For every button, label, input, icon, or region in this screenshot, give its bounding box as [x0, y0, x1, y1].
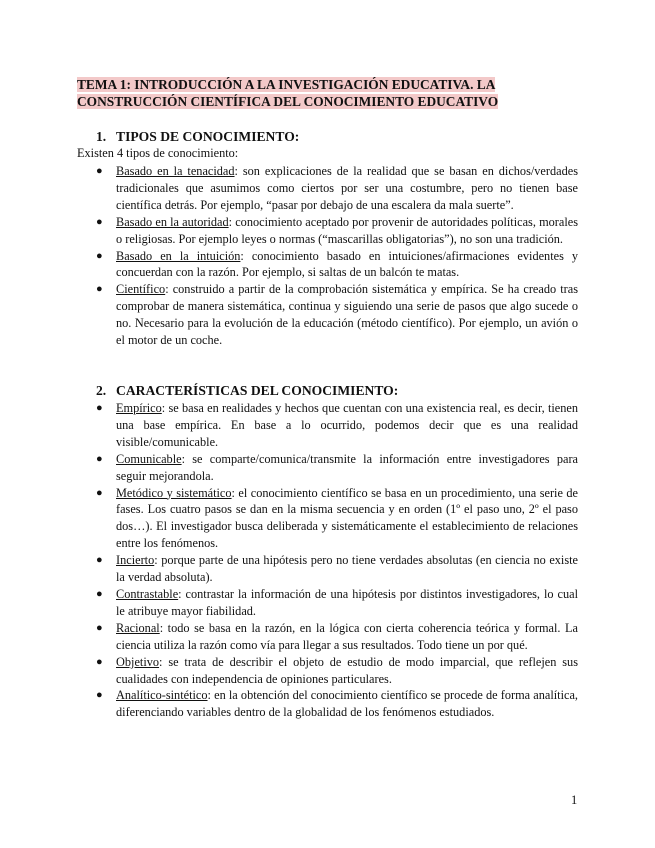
list-item [96, 552, 578, 586]
bullet-icon: ● [96, 486, 103, 499]
item-term: Basado en la autoridad [116, 214, 229, 229]
item-term: Comunicable [116, 451, 182, 466]
bullet-icon: ● [96, 283, 103, 296]
bullet-icon: ● [96, 655, 103, 668]
bullet-icon: ● [96, 215, 103, 228]
bullet-icon: ● [96, 587, 103, 600]
item-text: : todo se basa en la razón, en la lógica con cierta coherencia teórica y formal. La ciencia utiliza la razón como vía para llegar a sus resultados. Todo tiene un por qué. [116, 620, 578, 652]
item-text: : se comparte/comunica/transmite la información entre investigadores para seguir mejorandola. [116, 451, 578, 483]
item-term: Basado en la tenacidad [116, 164, 235, 178]
item-text: : en la obtención del conocimiento científico se procede de forma analítica, diferenciando variables dentro de la globalidad de los fenómenos estudiados. [116, 688, 578, 720]
bullet-icon: ● [96, 689, 103, 702]
section-intro: Existen 4 tipos de conocimiento: [77, 146, 239, 160]
bullet-icon: ● [96, 165, 103, 177]
list-item [96, 654, 578, 688]
item-term: Incierto [116, 553, 155, 568]
section-heading-caracteristicas [96, 382, 398, 399]
item-text: : el conocimiento científico se basa en un procedimiento, una serie de fases. Los cuatro pasos se dan en la misma secuencia y en orden (1º el paso uno, 2º el paso dos…). El investigador busca deliberada y sistemáticamente el establecimiento de relaciones entre los fenómenos. [116, 485, 579, 551]
bullet-icon: ● [96, 621, 103, 634]
item-text: : contrastar la información de una hipótesis por distintos investigadores, lo cual le atribuye mayor fiabilidad. [116, 586, 578, 618]
bullet-icon: ● [96, 452, 103, 465]
item-term: Científico [116, 282, 166, 297]
title-line-2: CONSTRUCCIÓN CIENTÍFICA DEL CONOCIMIENTO EDUCATIVO [77, 94, 499, 109]
section-heading-text: TIPOS DE CONOCIMIENTO: [116, 129, 300, 144]
item-term: Objetivo [116, 654, 160, 669]
section-heading-tipos [96, 128, 299, 145]
list-item [96, 485, 578, 553]
section-heading-text: CARACTERÍSTICAS DEL CONOCIMIENTO: [116, 383, 399, 398]
bullet-icon: ● [96, 249, 103, 262]
list-item [96, 163, 578, 214]
item-text: : se basa en realidades y hechos que cuentan con una existencia real, es decir, tienen una base empírica. En base a lo ocurrido, podemos decir que es una realidad visible/comunicable. [116, 401, 578, 449]
list-item [96, 687, 578, 721]
list-item [96, 214, 578, 248]
page-number: 1 [571, 793, 578, 807]
document-title [77, 76, 578, 110]
caracteristicas-list [96, 400, 578, 721]
item-text: : conocimiento aceptado por provenir de autoridades políticas, morales o religiosas. Por ejemplo leyes o normas (“mascarillas obligatorias”), no son una tradición. [116, 214, 578, 246]
item-text: : conocimiento basado en intuiciones/afirmaciones evidentes y concuerdan con la razón. Por ejemplo, si saltas de un balcón te matas. [116, 248, 579, 280]
list-item [96, 620, 578, 654]
list-item [96, 248, 578, 282]
section-number: 2. [96, 383, 107, 398]
item-term: Metódico y sistemático [116, 485, 232, 500]
item-text: : son explicaciones de la realidad que se basan en dichos/verdades tradicionales que asumimos como ciertos por ser una costumbre, pero no tienen base científica detrás. Por ejemplo, “pasar por debajo de una escalera da mala suerte”. [116, 164, 578, 212]
item-text: : construido a partir de la comprobación sistemática y empírica. Se ha creado tras comprobar de manera sistemática, continua y siguiendo una serie de pasos que algo sucede o no. Necesario para la evolución de la educación (método científico). Por ejemplo, un avión o el motor de un coche. [116, 282, 578, 348]
title-line-1: TEMA 1: INTRODUCCIÓN A LA INVESTIGACIÓN EDUCATIVA. LA [77, 77, 496, 92]
item-term: Basado en la intuición [116, 248, 241, 263]
list-item [96, 451, 578, 485]
section-number: 1. [96, 129, 107, 144]
item-term: Empírico [116, 401, 162, 415]
bullet-icon: ● [96, 402, 103, 414]
item-term: Racional [116, 620, 160, 635]
item-term: Analítico-sintético [116, 688, 208, 703]
list-item [96, 586, 578, 620]
list-item [96, 400, 578, 451]
tipos-list [96, 163, 578, 349]
item-text: : se trata de describir el objeto de estudio de modo imparcial, que reflejen sus cualidades con independencia de opiniones particulares. [116, 654, 578, 686]
list-item [96, 281, 578, 349]
item-term: Contrastable [116, 586, 179, 601]
item-text: : porque parte de una hipótesis pero no tiene verdades absolutas (en ciencia no existe la verdad absoluta). [116, 553, 578, 585]
bullet-icon: ● [96, 554, 103, 567]
